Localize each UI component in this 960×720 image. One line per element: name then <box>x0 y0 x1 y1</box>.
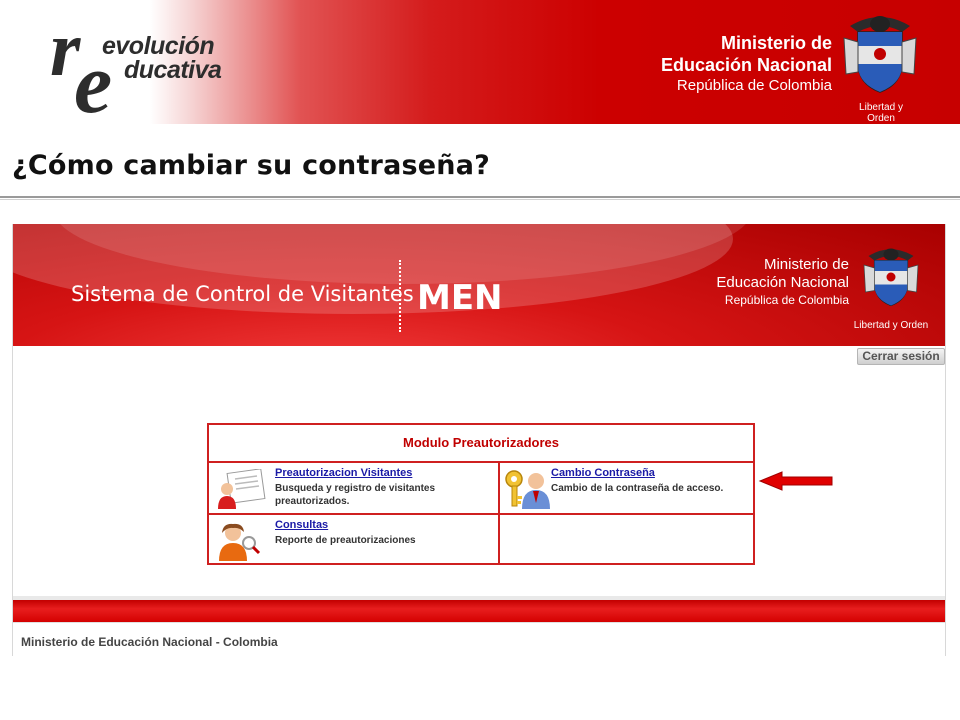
module-title: Modulo Preautorizadores <box>209 425 753 463</box>
app-header <box>13 224 945 346</box>
app-ministry-line-1: Ministerio de <box>763 256 849 273</box>
ministry-line-3: República de Colombia <box>676 77 832 94</box>
coat-of-arms-icon <box>840 12 920 96</box>
cambio-contrasena-link[interactable]: Cambio Contraseña <box>551 467 655 479</box>
logout-button[interactable]: Cerrar sesión <box>857 348 945 365</box>
preautorizacion-description: Busqueda y registro de visitantes preautorizados. <box>275 483 436 507</box>
crest-caption: Libertad y Orden <box>859 102 903 124</box>
slide-title: ¿Cómo cambiar su contraseña? <box>12 150 490 181</box>
system-title: Sistema de Control de Visitantes <box>71 282 414 306</box>
header-divider <box>399 260 401 332</box>
footer-text: Ministerio de Educación Nacional - Colombia <box>21 635 278 649</box>
footer-rule <box>13 622 945 623</box>
module-panel <box>207 423 755 565</box>
ministry-line-1: Ministerio de <box>720 33 832 53</box>
title-divider-shadow <box>0 199 960 200</box>
user-search-icon <box>215 521 267 561</box>
app-crest-caption: Libertad y Orden <box>853 320 929 331</box>
ministry-name <box>661 32 832 96</box>
app-ministry-line-3: República de Colombia <box>724 293 849 307</box>
cambio-contrasena-description: Cambio de la contraseña de acceso. <box>551 483 724 494</box>
user-key-icon <box>502 469 554 509</box>
module-item-cambio-contrasena <box>500 463 753 515</box>
user-document-icon <box>215 469 267 509</box>
title-divider <box>0 196 960 198</box>
system-acronym: MEN <box>417 278 503 318</box>
preautorizacion-visitantes-link[interactable]: Preautorizacion Visitantes <box>275 467 413 479</box>
slide-banner <box>0 0 960 131</box>
revolucion-educativa-logo: r e evolución ducativa <box>50 5 222 131</box>
footer-bar <box>13 600 945 622</box>
ministry-line-2: Educación Nacional <box>660 55 832 75</box>
pointer-arrow-icon <box>758 470 834 492</box>
app-screenshot <box>12 224 946 656</box>
module-empty-cell <box>500 515 753 563</box>
module-item-preautorizacion <box>209 463 500 515</box>
consultas-description: Reporte de preautorizaciones <box>275 535 416 546</box>
app-ministry-name <box>716 256 849 308</box>
module-item-consultas <box>209 515 500 563</box>
consultas-link[interactable]: Consultas <box>275 519 329 531</box>
app-ministry-line-2: Educación Nacional <box>716 274 849 291</box>
coat-of-arms-icon <box>861 244 921 310</box>
